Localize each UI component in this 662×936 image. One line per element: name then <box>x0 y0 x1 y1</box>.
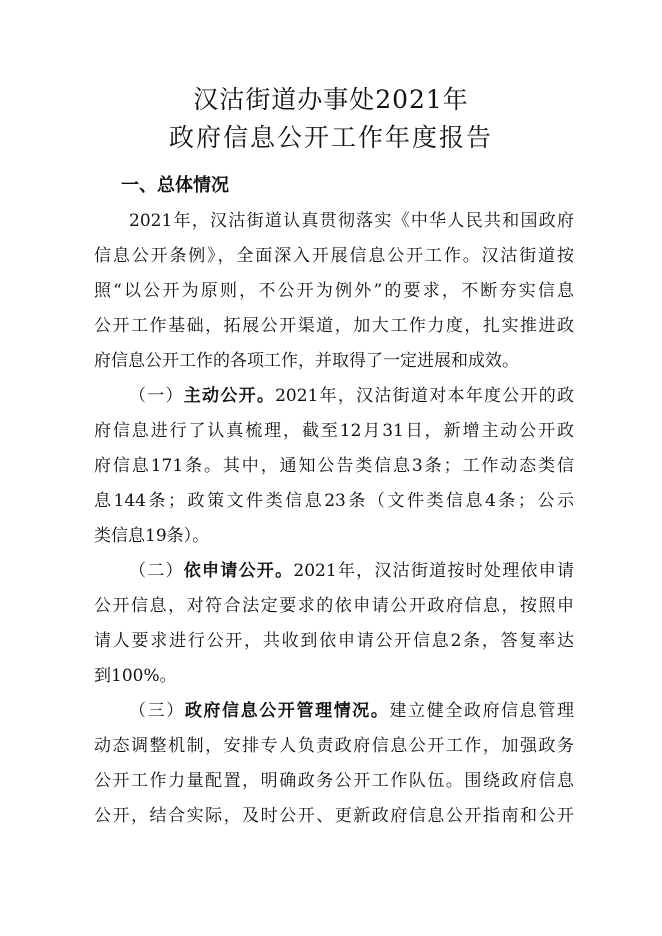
report-title-line-2: 政府信息公开工作年度报告 <box>168 123 493 152</box>
report-title-line-1: 汉沽街道办事处2021年 <box>193 85 469 114</box>
p3-line-2: 动态调整机制，安排专人负责政府信息公开工作，加强政务 <box>94 736 574 756</box>
p1-first-text: 2021年，汉沽街道对本年度公开的政 <box>275 386 575 406</box>
intro-line-1: 2021年，汉沽街道认真贯彻落实《中华人民共和国政府 <box>129 211 574 231</box>
p2-number: （二） <box>129 561 184 581</box>
p3-line-3: 公开工作力量配置，明确政务公开工作队伍。围绕政府信息 <box>94 771 574 791</box>
p3-number: （三） <box>129 701 185 721</box>
intro-line-4: 公开工作基础，拓展公开渠道，加大工作力度，扎实推进政 <box>94 316 574 336</box>
intro-line-3: 照“以公开为原则，不公开为例外”的要求，不断夯实信息 <box>94 281 574 301</box>
p1-line-4: 息144条；政策文件类信息23条（文件类信息4条；公示 <box>94 491 574 511</box>
intro-line-2: 信息公开条例》，全面深入开展信息公开工作。汉沽街道按 <box>94 246 574 266</box>
p1-line-2: 府信息进行了认真梳理，截至12月31日，新增主动公开政 <box>94 421 574 441</box>
p2-first-line <box>129 559 574 583</box>
p1-line-3: 府信息171条。其中，通知公告类信息3条；工作动态类信 <box>94 456 574 476</box>
p3-first-line <box>129 699 574 723</box>
p2-heading: 依申请公开。 <box>183 561 294 581</box>
p3-heading: 政府信息公开管理情况。 <box>184 701 390 721</box>
intro-line-5: 府信息公开工作的各项工作，并取得了一定进展和成效。 <box>94 351 519 371</box>
p2-first-text: 2021年，汉沽街道按时处理依申请 <box>293 561 575 581</box>
p2-line-3: 请人要求进行公开，共收到依申请公开信息2条，答复率达 <box>94 631 574 651</box>
p1-line-5: 类信息19条）。 <box>94 526 210 546</box>
p2-line-4: 到100%。 <box>94 666 177 686</box>
p1-number: （一） <box>129 386 184 406</box>
p2-line-2: 公开信息，对符合法定要求的依申请公开政府信息，按照申 <box>94 596 574 616</box>
p3-first-text: 建立健全政府信息管理 <box>389 701 575 721</box>
p3-line-4: 公开，结合实际，及时公开、更新政府信息公开指南和公开 <box>94 806 574 826</box>
section-heading-overview: 一、总体情况 <box>121 175 229 196</box>
p1-first-line <box>129 384 574 408</box>
p1-heading: 主动公开。 <box>183 386 276 406</box>
